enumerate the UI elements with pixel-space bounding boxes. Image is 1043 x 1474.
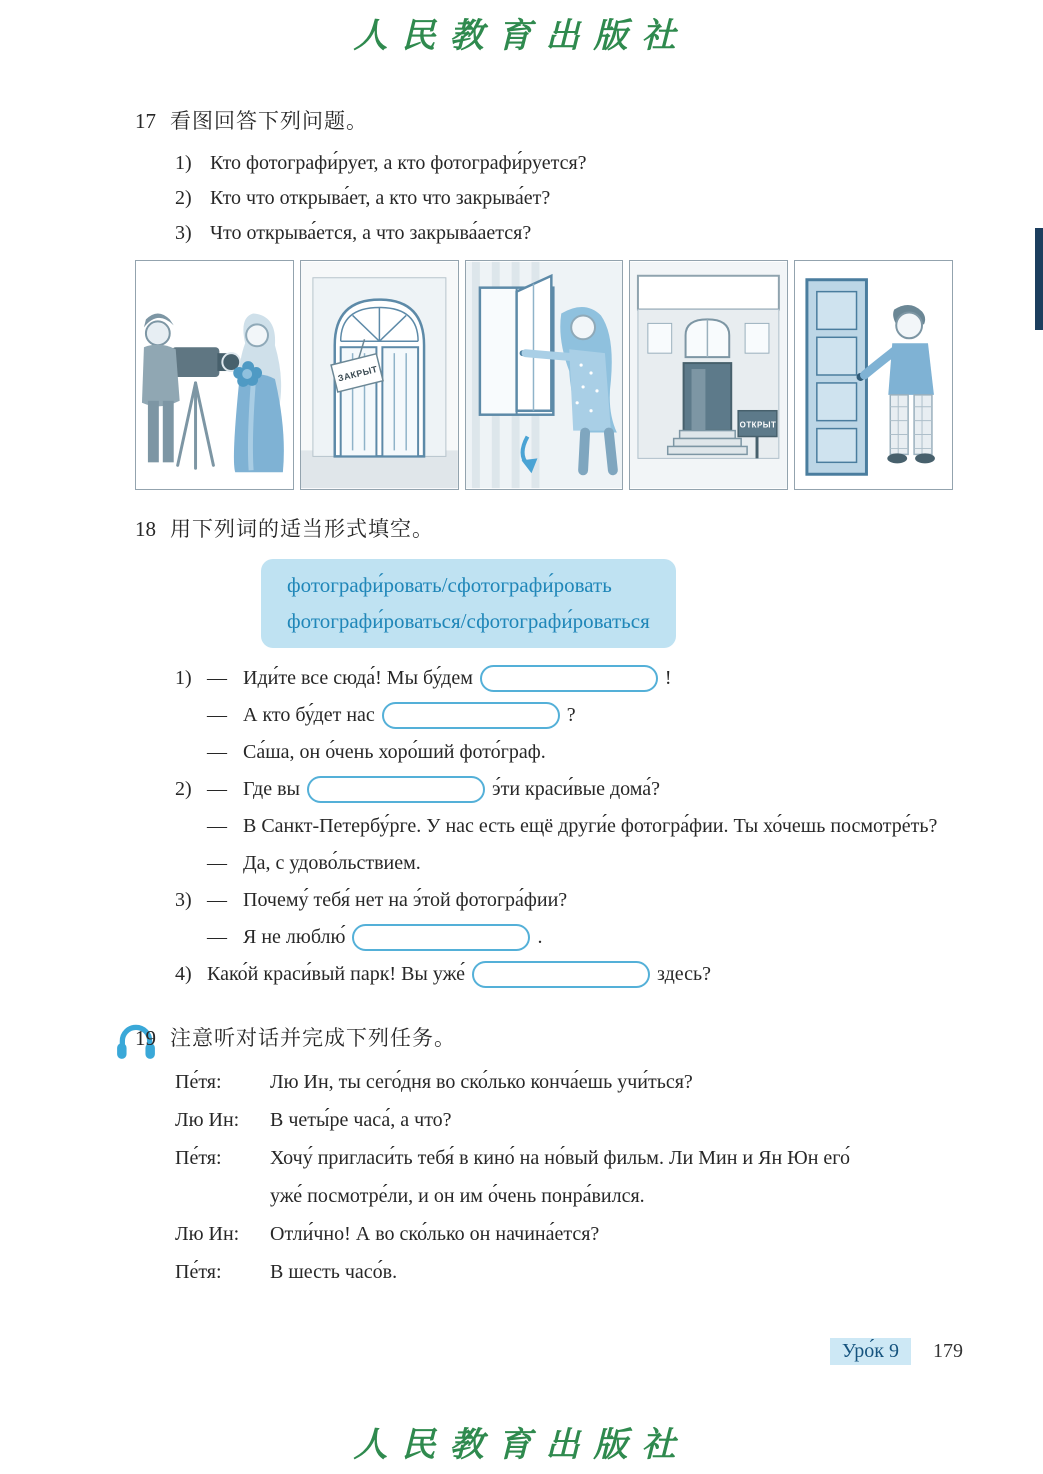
sign-closed-label: ЗАКРЫТ bbox=[336, 363, 379, 383]
page-footer bbox=[830, 1338, 963, 1365]
word-bank-box bbox=[261, 559, 676, 648]
building-entrance-image bbox=[630, 261, 787, 489]
dialogue-row bbox=[175, 1139, 953, 1215]
line-text-after: здесь? bbox=[657, 963, 711, 986]
publisher-logo-bottom: 人民教育出版社 bbox=[353, 1427, 690, 1464]
listening-dialogue bbox=[175, 1063, 953, 1291]
dialogue-text: Отли́чно! А во ско́лько он начина́ется? bbox=[270, 1222, 600, 1245]
dialogue-line bbox=[243, 882, 953, 919]
dialogue-line bbox=[207, 956, 953, 993]
question-text: Кто фотографи́рует, а кто фотографи́руется? bbox=[210, 151, 587, 174]
panel-closed-door-illustration bbox=[300, 260, 459, 490]
line-text: Да, с удово́льствием. bbox=[243, 852, 421, 875]
question-row bbox=[175, 146, 953, 181]
question-list bbox=[175, 146, 953, 251]
exercise-19-number: 19 bbox=[135, 1026, 156, 1051]
photographer-scene-image bbox=[136, 261, 293, 489]
fill-in-item-2 bbox=[175, 771, 953, 882]
question-text: Что открыва́ется, а что закрыва́ается? bbox=[210, 221, 532, 244]
dialogue-speaker: Лю Ин: bbox=[175, 1222, 240, 1245]
dialogue-dash: — bbox=[207, 741, 227, 764]
question-number: 1) bbox=[175, 151, 192, 174]
dialogue-line bbox=[243, 845, 953, 882]
girl-opening-window-image bbox=[466, 261, 623, 489]
exercise-19-title: 注意听对话并完成下列任务。 bbox=[170, 1026, 456, 1051]
dialogue-speaker: Пе́тя: bbox=[175, 1146, 222, 1169]
dialogue-line bbox=[243, 734, 953, 771]
dialogue-line bbox=[243, 808, 953, 845]
dialogue-line bbox=[243, 697, 953, 734]
panel-photographer-illustration bbox=[135, 260, 294, 490]
item-number: 3) bbox=[175, 889, 192, 912]
fill-in-items bbox=[175, 660, 953, 993]
line-text: В Санкт-Петербу́рге. У нас есть ещё други́е фотогра́фии. Ты хо́чешь посмотре́ть? bbox=[243, 815, 938, 838]
dialogue-row bbox=[175, 1253, 953, 1291]
page-content bbox=[135, 106, 953, 1291]
word-bank-line: фотографи́ровать/сфотографи́ровать bbox=[287, 573, 612, 597]
panel-girl-window-illustration bbox=[465, 260, 624, 490]
fill-in-item-1 bbox=[175, 660, 953, 771]
dialogue-row bbox=[175, 1215, 953, 1253]
dialogue-dash: — bbox=[207, 852, 227, 875]
exercise-17 bbox=[135, 106, 953, 490]
dialogue-text: В четы́ре часа́, а что? bbox=[270, 1108, 452, 1131]
page-edge-tab bbox=[1035, 228, 1043, 330]
line-text: А кто бу́дет нас bbox=[243, 704, 375, 727]
dialogue-dash: — bbox=[207, 667, 227, 690]
exercise-17-title: 看图回答下列问题。 bbox=[170, 109, 368, 133]
line-text-after: . bbox=[537, 926, 543, 949]
line-text: Са́ша, он о́чень хоро́ший фото́граф. bbox=[243, 741, 546, 764]
dialogue-dash: — bbox=[207, 778, 227, 801]
line-text: Я не люблю́ bbox=[243, 926, 346, 949]
fill-in-blank[interactable] bbox=[382, 702, 560, 729]
boy-closing-door-image bbox=[795, 261, 952, 489]
publisher-logo-top: 人民教育出版社 bbox=[353, 18, 690, 55]
exercise-18-number: 18 bbox=[135, 516, 156, 541]
fill-in-blank[interactable] bbox=[472, 961, 650, 988]
dialogue-row bbox=[175, 1063, 953, 1101]
dialogue-text: В шесть часо́в. bbox=[270, 1260, 398, 1283]
dialogue-speaker: Лю Ин: bbox=[175, 1108, 240, 1131]
dialogue-line bbox=[243, 919, 953, 956]
fill-in-blank[interactable] bbox=[307, 776, 485, 803]
item-number: 2) bbox=[175, 778, 192, 801]
dialogue-dash: — bbox=[207, 926, 227, 949]
dialogue-line bbox=[243, 660, 953, 697]
item-number: 1) bbox=[175, 667, 192, 690]
lesson-badge: Уро́к 9 bbox=[830, 1338, 911, 1365]
exercise-18-title: 用下列词的适当形式填空。 bbox=[170, 516, 434, 541]
dialogue-speaker: Пе́тя: bbox=[175, 1260, 222, 1283]
exercise-18 bbox=[135, 514, 953, 994]
question-row bbox=[175, 181, 953, 216]
dialogue-dash: — bbox=[207, 815, 227, 838]
dialogue-speaker: Пе́тя: bbox=[175, 1070, 222, 1093]
illustration-strip bbox=[135, 260, 953, 490]
dialogue-dash: — bbox=[207, 704, 227, 727]
line-text: Иди́те все сюда́! Мы бу́дем bbox=[243, 667, 473, 690]
question-row bbox=[175, 216, 953, 251]
word-bank-line: фотографи́роваться/сфотографи́роваться bbox=[287, 608, 650, 633]
line-text-after: ! bbox=[664, 667, 672, 690]
page-number: 179 bbox=[933, 1340, 963, 1362]
sign-open-label: ОТКРЫТ bbox=[740, 420, 777, 430]
line-text-after: э́ти краси́вые дома́? bbox=[492, 778, 661, 801]
item-number: 4) bbox=[175, 963, 192, 986]
panel-boy-door-illustration bbox=[794, 260, 953, 490]
dialogue-line bbox=[243, 771, 953, 808]
closed-door-image bbox=[301, 261, 458, 489]
exercise-17-number: 17 bbox=[135, 109, 156, 133]
fill-in-item-4 bbox=[175, 956, 953, 993]
line-text: Где вы bbox=[243, 778, 300, 801]
dialogue-text: Хочу́ пригласи́ть тебя́ в кино́ на но́вый фильм. Ли Мин и Ян Юн его́ уже́ посмотре́ли, и он им о́чень понра́вился. bbox=[270, 1146, 851, 1207]
question-number: 3) bbox=[175, 221, 192, 244]
question-text: Кто что открыва́ет, а кто что закрыва́ет? bbox=[210, 186, 551, 209]
question-number: 2) bbox=[175, 186, 192, 209]
dialogue-row bbox=[175, 1101, 953, 1139]
panel-entrance-illustration bbox=[629, 260, 788, 490]
line-text: Почему́ тебя́ нет на э́той фотогра́фии? bbox=[243, 889, 568, 912]
dialogue-text: Лю Ин, ты сего́дня во ско́лько конча́ешь учи́ться? bbox=[270, 1070, 693, 1093]
fill-in-blank[interactable] bbox=[480, 665, 658, 692]
fill-in-item-3 bbox=[175, 882, 953, 956]
line-text-after: ? bbox=[566, 704, 576, 727]
fill-in-blank[interactable] bbox=[352, 924, 530, 951]
dialogue-dash: — bbox=[207, 889, 227, 912]
exercise-19 bbox=[135, 1023, 953, 1291]
line-text: Како́й краси́вый парк! Вы уже́ bbox=[207, 963, 466, 986]
